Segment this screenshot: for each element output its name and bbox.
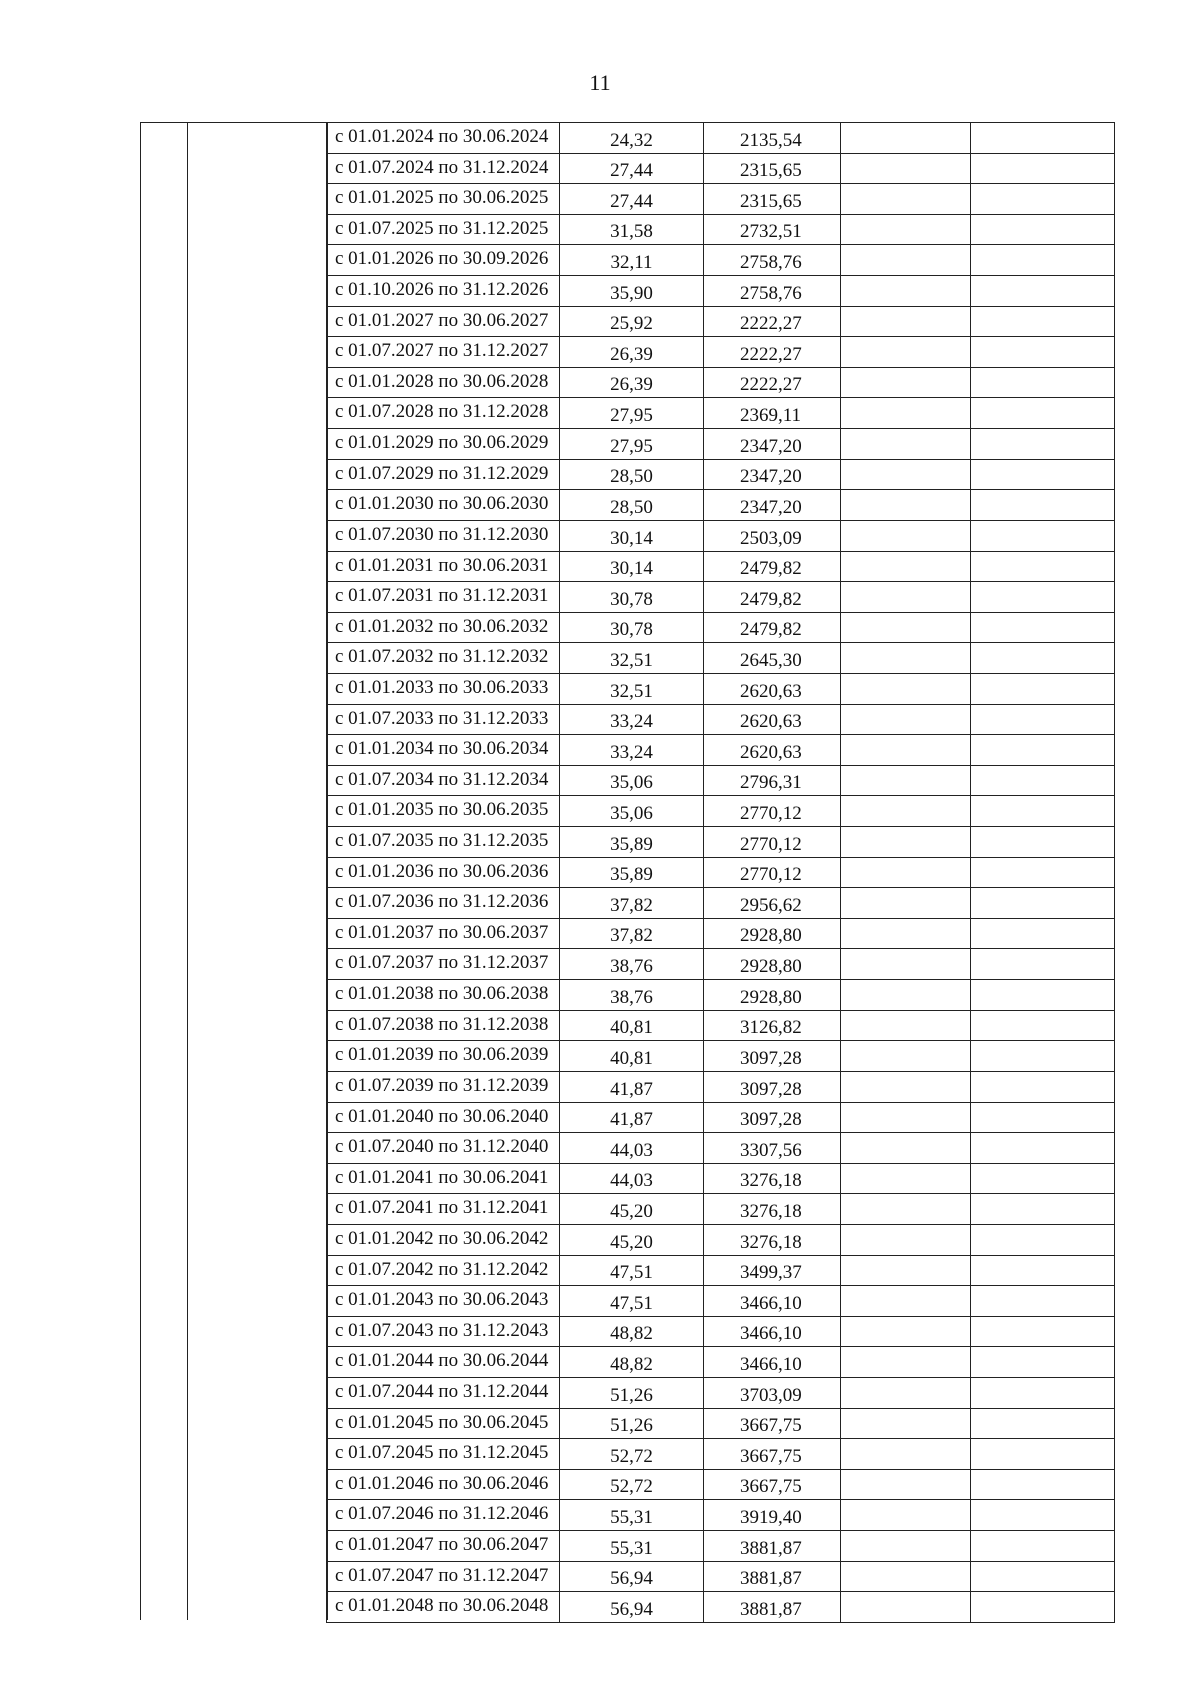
value2-cell: 2928,80 (704, 949, 841, 980)
table-row (327, 735, 1115, 766)
period-cell: с 01.01.2028 по 30.06.2028 (327, 367, 560, 398)
value2-cell: 2928,80 (704, 980, 841, 1011)
value1-cell: 35,06 (560, 765, 704, 796)
table-row (327, 582, 1115, 613)
value1-cell: 30,14 (560, 520, 704, 551)
page-number: 11 (589, 70, 611, 95)
table-row (327, 1071, 1115, 1102)
empty-cell (841, 1347, 971, 1378)
table-row (327, 1500, 1115, 1531)
empty-cell (841, 1102, 971, 1133)
value2-cell: 3703,09 (704, 1377, 841, 1408)
value1-cell: 32,51 (560, 673, 704, 704)
value1-cell: 56,94 (560, 1592, 704, 1623)
period-cell: с 01.07.2037 по 31.12.2037 (327, 949, 560, 980)
empty-cell (971, 214, 1115, 245)
empty-cell (971, 1010, 1115, 1041)
empty-cell (841, 765, 971, 796)
empty-cell (971, 827, 1115, 858)
period-cell: с 01.07.2031 по 31.12.2031 (327, 582, 560, 613)
table-row (327, 1439, 1115, 1470)
empty-cell (841, 1163, 971, 1194)
value1-cell: 55,31 (560, 1531, 704, 1562)
period-cell: с 01.07.2032 по 31.12.2032 (327, 643, 560, 674)
empty-cell (971, 918, 1115, 949)
empty-cell (841, 1500, 971, 1531)
table-row (327, 918, 1115, 949)
value1-cell: 30,14 (560, 551, 704, 582)
empty-cell (841, 429, 971, 460)
empty-cell (841, 1224, 971, 1255)
table-row (327, 1531, 1115, 1562)
empty-cell (841, 1041, 971, 1072)
period-cell: с 01.07.2040 по 31.12.2040 (327, 1133, 560, 1164)
empty-cell (971, 184, 1115, 215)
table-row (327, 1408, 1115, 1439)
empty-cell (841, 1316, 971, 1347)
value2-cell: 3276,18 (704, 1163, 841, 1194)
period-cell: с 01.01.2042 по 30.06.2042 (327, 1224, 560, 1255)
empty-cell (971, 398, 1115, 429)
period-cell: с 01.07.2028 по 31.12.2028 (327, 398, 560, 429)
table-row (327, 490, 1115, 521)
period-cell: с 01.01.2026 по 30.09.2026 (327, 245, 560, 276)
value2-cell: 3466,10 (704, 1316, 841, 1347)
period-cell: с 01.07.2046 по 31.12.2046 (327, 1500, 560, 1531)
empty-cell (971, 1102, 1115, 1133)
value1-cell: 26,39 (560, 367, 704, 398)
value2-cell: 2620,63 (704, 735, 841, 766)
value2-cell: 3881,87 (704, 1592, 841, 1623)
empty-cell (841, 1408, 971, 1439)
table-row (327, 459, 1115, 490)
empty-cell (841, 459, 971, 490)
value1-cell: 26,39 (560, 337, 704, 368)
period-cell: с 01.01.2035 по 30.06.2035 (327, 796, 560, 827)
value1-cell: 40,81 (560, 1041, 704, 1072)
merged-left-columns (140, 122, 328, 1620)
empty-cell (841, 1561, 971, 1592)
empty-cell (841, 1010, 971, 1041)
value1-cell: 41,87 (560, 1102, 704, 1133)
value1-cell: 35,90 (560, 276, 704, 307)
value1-cell: 38,76 (560, 980, 704, 1011)
value2-cell: 2347,20 (704, 459, 841, 490)
table-row (327, 337, 1115, 368)
table-row (327, 1469, 1115, 1500)
period-cell: с 01.01.2037 по 30.06.2037 (327, 918, 560, 949)
table-row (327, 1194, 1115, 1225)
period-cell: с 01.07.2025 по 31.12.2025 (327, 214, 560, 245)
period-cell: с 01.01.2032 по 30.06.2032 (327, 612, 560, 643)
value2-cell: 2758,76 (704, 276, 841, 307)
value2-cell: 2479,82 (704, 612, 841, 643)
value1-cell: 33,24 (560, 704, 704, 735)
value2-cell: 2315,65 (704, 184, 841, 215)
table-row (327, 1224, 1115, 1255)
empty-cell (841, 551, 971, 582)
value1-cell: 40,81 (560, 1010, 704, 1041)
empty-cell (971, 123, 1115, 154)
table-row (327, 612, 1115, 643)
value2-cell: 3097,28 (704, 1102, 841, 1133)
table-row (327, 1347, 1115, 1378)
period-cell: с 01.07.2034 по 31.12.2034 (327, 765, 560, 796)
empty-cell (841, 276, 971, 307)
period-cell: с 01.01.2027 по 30.06.2027 (327, 306, 560, 337)
table-row (327, 1561, 1115, 1592)
period-cell: с 01.01.2043 по 30.06.2043 (327, 1286, 560, 1317)
period-cell: с 01.07.2042 по 31.12.2042 (327, 1255, 560, 1286)
empty-cell (841, 1286, 971, 1317)
empty-cell (971, 949, 1115, 980)
value2-cell: 2315,65 (704, 153, 841, 184)
value1-cell: 31,58 (560, 214, 704, 245)
period-cell: с 01.07.2043 по 31.12.2043 (327, 1316, 560, 1347)
value2-cell: 3276,18 (704, 1224, 841, 1255)
period-cell: с 01.07.2044 по 31.12.2044 (327, 1377, 560, 1408)
table-row (327, 123, 1115, 154)
value1-cell: 30,78 (560, 582, 704, 613)
table-row (327, 1255, 1115, 1286)
empty-cell (841, 1133, 971, 1164)
value2-cell: 2369,11 (704, 398, 841, 429)
value1-cell: 27,95 (560, 398, 704, 429)
value2-cell: 2620,63 (704, 704, 841, 735)
period-cell: с 01.07.2027 по 31.12.2027 (327, 337, 560, 368)
empty-cell (841, 1531, 971, 1562)
empty-cell (841, 796, 971, 827)
table-row (327, 276, 1115, 307)
period-cell: с 01.07.2033 по 31.12.2033 (327, 704, 560, 735)
table-row (327, 643, 1115, 674)
value2-cell: 2928,80 (704, 918, 841, 949)
value1-cell: 52,72 (560, 1469, 704, 1500)
value1-cell: 27,95 (560, 429, 704, 460)
period-cell: с 01.01.2033 по 30.06.2033 (327, 673, 560, 704)
empty-cell (841, 827, 971, 858)
empty-cell (971, 1316, 1115, 1347)
period-cell: с 01.01.2036 по 30.06.2036 (327, 857, 560, 888)
empty-cell (971, 1408, 1115, 1439)
tariff-table (326, 122, 1115, 1623)
empty-cell (841, 490, 971, 521)
period-cell: с 01.01.2048 по 30.06.2048 (327, 1592, 560, 1623)
period-cell: с 01.07.2041 по 31.12.2041 (327, 1194, 560, 1225)
empty-cell (971, 306, 1115, 337)
value1-cell: 28,50 (560, 459, 704, 490)
empty-cell (971, 1071, 1115, 1102)
value2-cell: 3097,28 (704, 1071, 841, 1102)
empty-cell (971, 1500, 1115, 1531)
period-cell: с 01.01.2024 по 30.06.2024 (327, 123, 560, 154)
empty-cell (971, 673, 1115, 704)
table-row (327, 551, 1115, 582)
value2-cell: 2770,12 (704, 796, 841, 827)
value1-cell: 24,32 (560, 123, 704, 154)
table-row (327, 214, 1115, 245)
value1-cell: 38,76 (560, 949, 704, 980)
empty-cell (971, 765, 1115, 796)
table-row (327, 1010, 1115, 1041)
period-cell: с 01.07.2036 по 31.12.2036 (327, 888, 560, 919)
empty-cell (971, 704, 1115, 735)
empty-cell (971, 735, 1115, 766)
empty-cell (841, 582, 971, 613)
empty-cell (971, 1163, 1115, 1194)
empty-cell (971, 1439, 1115, 1470)
value1-cell: 48,82 (560, 1347, 704, 1378)
value2-cell: 2645,30 (704, 643, 841, 674)
value1-cell: 44,03 (560, 1133, 704, 1164)
value1-cell: 37,82 (560, 918, 704, 949)
empty-cell (971, 612, 1115, 643)
empty-cell (971, 857, 1115, 888)
empty-cell (841, 949, 971, 980)
period-cell: с 01.07.2024 по 31.12.2024 (327, 153, 560, 184)
value2-cell: 3126,82 (704, 1010, 841, 1041)
table-row (327, 765, 1115, 796)
table-row (327, 949, 1115, 980)
value2-cell: 3667,75 (704, 1469, 841, 1500)
empty-cell (841, 337, 971, 368)
empty-cell (841, 153, 971, 184)
value2-cell: 3466,10 (704, 1347, 841, 1378)
value2-cell: 2222,27 (704, 367, 841, 398)
tariff-table-body (327, 123, 1115, 1623)
empty-cell (841, 612, 971, 643)
empty-cell (971, 1286, 1115, 1317)
empty-cell (841, 1469, 971, 1500)
table-row (327, 827, 1115, 858)
value1-cell: 25,92 (560, 306, 704, 337)
value2-cell: 2222,27 (704, 337, 841, 368)
value1-cell: 30,78 (560, 612, 704, 643)
empty-cell (971, 1224, 1115, 1255)
value2-cell: 2479,82 (704, 551, 841, 582)
period-cell: с 01.07.2035 по 31.12.2035 (327, 827, 560, 858)
value1-cell: 51,26 (560, 1408, 704, 1439)
period-cell: с 01.07.2039 по 31.12.2039 (327, 1071, 560, 1102)
period-cell: с 01.01.2025 по 30.06.2025 (327, 184, 560, 215)
table-row (327, 429, 1115, 460)
empty-cell (841, 1592, 971, 1623)
value1-cell: 56,94 (560, 1561, 704, 1592)
table-row (327, 704, 1115, 735)
period-cell: с 01.01.2045 по 30.06.2045 (327, 1408, 560, 1439)
value2-cell: 2956,62 (704, 888, 841, 919)
value1-cell: 51,26 (560, 1377, 704, 1408)
table-row (327, 398, 1115, 429)
table-row (327, 1316, 1115, 1347)
value1-cell: 55,31 (560, 1500, 704, 1531)
empty-cell (971, 520, 1115, 551)
value2-cell: 2135,54 (704, 123, 841, 154)
value2-cell: 3276,18 (704, 1194, 841, 1225)
empty-cell (971, 276, 1115, 307)
value2-cell: 2796,31 (704, 765, 841, 796)
period-cell: с 01.07.2030 по 31.12.2030 (327, 520, 560, 551)
empty-cell (841, 643, 971, 674)
empty-cell (841, 1071, 971, 1102)
empty-cell (971, 367, 1115, 398)
value1-cell: 47,51 (560, 1286, 704, 1317)
value2-cell: 3881,87 (704, 1531, 841, 1562)
table-row (327, 184, 1115, 215)
value1-cell: 32,11 (560, 245, 704, 276)
empty-cell (841, 245, 971, 276)
value2-cell: 3881,87 (704, 1561, 841, 1592)
period-cell: с 01.01.2038 по 30.06.2038 (327, 980, 560, 1011)
period-cell: с 01.01.2029 по 30.06.2029 (327, 429, 560, 460)
empty-cell (971, 582, 1115, 613)
value1-cell: 35,89 (560, 857, 704, 888)
empty-cell (841, 1194, 971, 1225)
empty-cell (841, 735, 971, 766)
value2-cell: 2620,63 (704, 673, 841, 704)
table-row (327, 306, 1115, 337)
empty-cell (971, 490, 1115, 521)
value2-cell: 3097,28 (704, 1041, 841, 1072)
empty-cell (841, 1377, 971, 1408)
period-cell: с 01.07.2045 по 31.12.2045 (327, 1439, 560, 1470)
period-cell: с 01.01.2031 по 30.06.2031 (327, 551, 560, 582)
empty-cell (971, 980, 1115, 1011)
empty-cell (971, 1531, 1115, 1562)
value2-cell: 3919,40 (704, 1500, 841, 1531)
table-row (327, 520, 1115, 551)
empty-cell (841, 673, 971, 704)
value2-cell: 2732,51 (704, 214, 841, 245)
value1-cell: 32,51 (560, 643, 704, 674)
empty-cell (841, 918, 971, 949)
empty-cell (971, 337, 1115, 368)
value2-cell: 3667,75 (704, 1439, 841, 1470)
value1-cell: 44,03 (560, 1163, 704, 1194)
empty-cell (971, 429, 1115, 460)
period-cell: с 01.07.2047 по 31.12.2047 (327, 1561, 560, 1592)
value2-cell: 3307,56 (704, 1133, 841, 1164)
value1-cell: 52,72 (560, 1439, 704, 1470)
period-cell: с 01.01.2046 по 30.06.2046 (327, 1469, 560, 1500)
value2-cell: 2770,12 (704, 857, 841, 888)
table-row (327, 1377, 1115, 1408)
empty-cell (841, 398, 971, 429)
empty-cell (841, 306, 971, 337)
empty-cell (971, 551, 1115, 582)
value1-cell: 48,82 (560, 1316, 704, 1347)
value2-cell: 2222,27 (704, 306, 841, 337)
empty-cell (971, 1194, 1115, 1225)
value2-cell: 2347,20 (704, 490, 841, 521)
value2-cell: 3667,75 (704, 1408, 841, 1439)
value1-cell: 41,87 (560, 1071, 704, 1102)
value2-cell: 2479,82 (704, 582, 841, 613)
table-row (327, 1286, 1115, 1317)
value1-cell: 35,06 (560, 796, 704, 827)
value2-cell: 3466,10 (704, 1286, 841, 1317)
empty-cell (971, 1561, 1115, 1592)
table-row (327, 1102, 1115, 1133)
value1-cell: 27,44 (560, 184, 704, 215)
empty-cell (971, 245, 1115, 276)
empty-cell (841, 520, 971, 551)
table-row (327, 796, 1115, 827)
value1-cell: 45,20 (560, 1224, 704, 1255)
empty-cell (841, 888, 971, 919)
value2-cell: 2758,76 (704, 245, 841, 276)
empty-cell (841, 857, 971, 888)
empty-cell (841, 214, 971, 245)
value2-cell: 2770,12 (704, 827, 841, 858)
value1-cell: 33,24 (560, 735, 704, 766)
period-cell: с 01.07.2029 по 31.12.2029 (327, 459, 560, 490)
period-cell: с 01.01.2044 по 30.06.2044 (327, 1347, 560, 1378)
empty-cell (841, 980, 971, 1011)
value2-cell: 2503,09 (704, 520, 841, 551)
empty-cell (841, 184, 971, 215)
empty-cell (841, 1255, 971, 1286)
empty-cell (971, 888, 1115, 919)
table-row (327, 1133, 1115, 1164)
period-cell: с 01.01.2030 по 30.06.2030 (327, 490, 560, 521)
table-row (327, 888, 1115, 919)
value1-cell: 27,44 (560, 153, 704, 184)
empty-cell (841, 1439, 971, 1470)
value2-cell: 2347,20 (704, 429, 841, 460)
empty-cell (971, 153, 1115, 184)
table-row (327, 367, 1115, 398)
period-cell: с 01.01.2039 по 30.06.2039 (327, 1041, 560, 1072)
empty-cell (971, 1347, 1115, 1378)
empty-cell (841, 367, 971, 398)
period-cell: с 01.01.2041 по 30.06.2041 (327, 1163, 560, 1194)
empty-cell (971, 1592, 1115, 1623)
table-row (327, 1041, 1115, 1072)
table-row (327, 245, 1115, 276)
table-row (327, 980, 1115, 1011)
period-cell: с 01.01.2034 по 30.06.2034 (327, 735, 560, 766)
table-row (327, 857, 1115, 888)
period-cell: с 01.10.2026 по 31.12.2026 (327, 276, 560, 307)
value1-cell: 35,89 (560, 827, 704, 858)
empty-cell (841, 704, 971, 735)
value1-cell: 37,82 (560, 888, 704, 919)
empty-cell (971, 459, 1115, 490)
empty-cell (971, 1133, 1115, 1164)
value1-cell: 47,51 (560, 1255, 704, 1286)
period-cell: с 01.01.2040 по 30.06.2040 (327, 1102, 560, 1133)
value2-cell: 3499,37 (704, 1255, 841, 1286)
table-row (327, 1163, 1115, 1194)
left-column-divider (187, 123, 188, 1620)
empty-cell (971, 1255, 1115, 1286)
empty-cell (971, 1377, 1115, 1408)
table-row (327, 673, 1115, 704)
value1-cell: 45,20 (560, 1194, 704, 1225)
period-cell: с 01.07.2038 по 31.12.2038 (327, 1010, 560, 1041)
empty-cell (841, 123, 971, 154)
empty-cell (971, 796, 1115, 827)
value1-cell: 28,50 (560, 490, 704, 521)
period-cell: с 01.01.2047 по 30.06.2047 (327, 1531, 560, 1562)
table-row (327, 153, 1115, 184)
empty-cell (971, 643, 1115, 674)
empty-cell (971, 1041, 1115, 1072)
table-row (327, 1592, 1115, 1623)
empty-cell (971, 1469, 1115, 1500)
